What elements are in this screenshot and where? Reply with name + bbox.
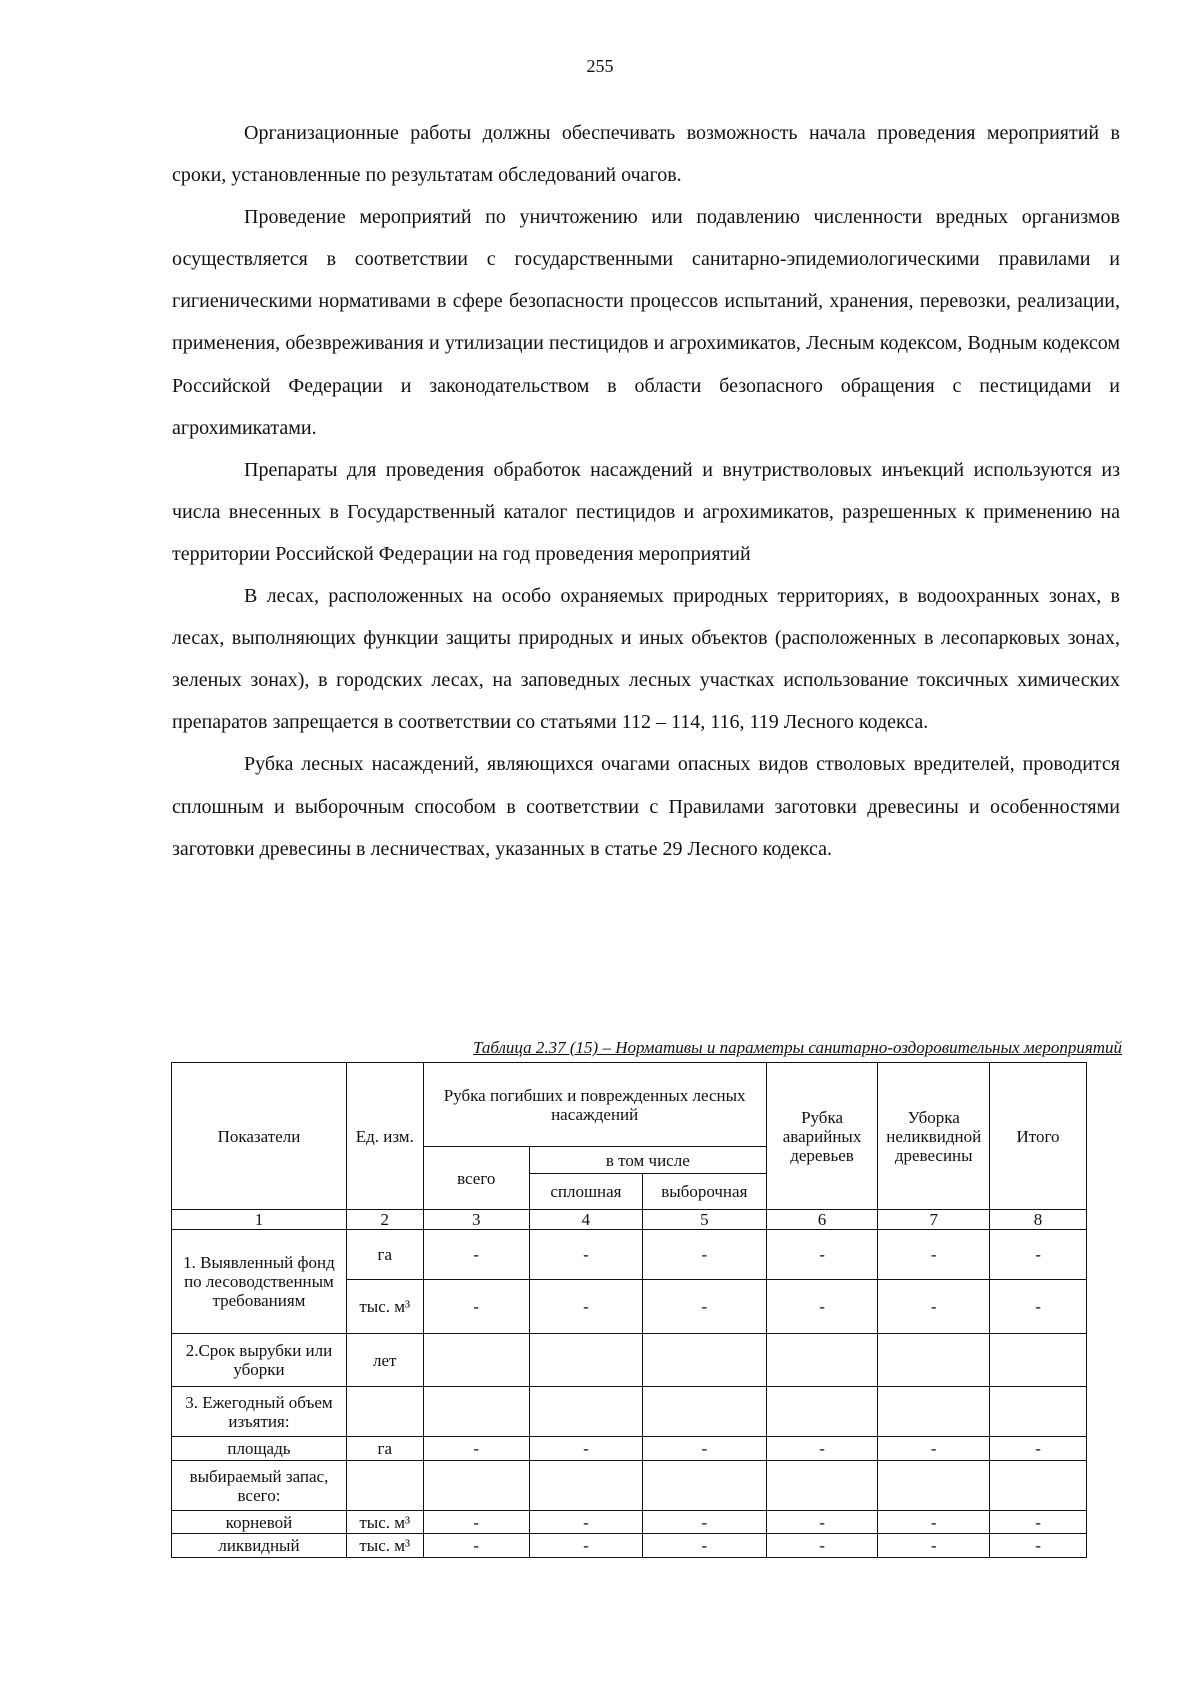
table-cell: - (529, 1280, 642, 1334)
header-including: в том числе (529, 1147, 766, 1174)
row-label-felling-period: 2.Срок вырубки или уборки (172, 1334, 347, 1387)
paragraph-organizational-works: Организационные работы должны обеспечивать возможность начала проведения мероприятий в сроки, установленные по результатам обследований очагов. (172, 122, 1120, 187)
table-cell: - (529, 1230, 642, 1280)
row-label-liquid: ликвидный (172, 1534, 347, 1558)
row-label-selected-stock: выбираемый запас, всего: (172, 1461, 347, 1511)
column-number: 2 (346, 1210, 423, 1230)
table-cell: - (423, 1534, 529, 1558)
table-row (172, 1534, 1087, 1558)
table-cell: - (990, 1511, 1087, 1534)
table-cell (766, 1461, 878, 1511)
row-label-area: площадь (172, 1437, 347, 1461)
header-indicators: Показатели (172, 1063, 347, 1210)
table-row (172, 1461, 1087, 1511)
table-cell: - (529, 1437, 642, 1461)
table-header-row (172, 1063, 1087, 1147)
header-felling-group: Рубка погибших и поврежденных лесных насаждений (423, 1063, 766, 1147)
table-cell: - (642, 1230, 766, 1280)
table-cell: - (423, 1230, 529, 1280)
table-cell (766, 1387, 878, 1437)
table-row (172, 1387, 1087, 1437)
table-cell: - (766, 1534, 878, 1558)
row-unit: тыс. м³ (346, 1280, 423, 1334)
column-number: 4 (529, 1210, 642, 1230)
table-cell (346, 1461, 423, 1511)
header-cleanup: Уборка неликвидной древесины (878, 1063, 990, 1210)
table-cell: - (529, 1534, 642, 1558)
table-cell: - (878, 1437, 990, 1461)
table-cell: - (990, 1534, 1087, 1558)
table-row (172, 1437, 1087, 1461)
column-number: 5 (642, 1210, 766, 1230)
table-cell: - (423, 1511, 529, 1534)
table-cell (990, 1387, 1087, 1437)
header-selective: выборочная (642, 1174, 766, 1210)
table-cell (642, 1387, 766, 1437)
table-cell: - (642, 1534, 766, 1558)
row-unit: лет (346, 1334, 423, 1387)
table-cell (878, 1334, 990, 1387)
table-cell: - (423, 1280, 529, 1334)
header-unit: Ед. изм. (346, 1063, 423, 1210)
table-cell: - (878, 1511, 990, 1534)
row-label-revealed-fund: 1. Выявленный фонд по лесоводственным требованиям (172, 1230, 347, 1334)
table-cell: - (990, 1230, 1087, 1280)
paragraph-protected-forests: В лесах, расположенных на особо охраняемых природных территориях, в водоохранных зонах, в лесах, выполняющих функции защиты природных и иных объектов (расположенных в лесопарковых зонах, зеленых зонах), в городских лесах, на заповедных лесных участках использование токсичных химических препаратов запрещается в соответствии со статьями 112 – 114, 116, 119 Лесного кодекса. (172, 585, 1120, 734)
table-cell (529, 1387, 642, 1437)
table-cell: - (990, 1280, 1087, 1334)
table-cell (642, 1334, 766, 1387)
header-total: Итого (990, 1063, 1087, 1210)
table-cell (423, 1334, 529, 1387)
table-cell: - (878, 1280, 990, 1334)
row-unit: га (346, 1437, 423, 1461)
table-cell (529, 1334, 642, 1387)
table-cell: - (878, 1534, 990, 1558)
table-cell (423, 1387, 529, 1437)
table-cell: - (766, 1280, 878, 1334)
header-clear: сплошная (529, 1174, 642, 1210)
norms-table (171, 1062, 1087, 1558)
column-number: 3 (423, 1210, 529, 1230)
table-cell (990, 1334, 1087, 1387)
column-number: 8 (990, 1210, 1087, 1230)
table-cell: - (642, 1280, 766, 1334)
paragraph-pest-control: Проведение мероприятий по уничтожению или подавлению численности вредных организмов осуществляется в соответствии с государственными санитарно-эпидемиологическими правилами и гигиеническими нормативами в сфере безопасности процессов испытаний, хранения, перевозки, реализации, применения, обезвреживания и утилизации пестицидов и агрохимикатов, Лесным кодексом, Водным кодексом Российской Федерации и законодательством в области безопасного обращения с пестицидами и агрохимикатами. (172, 206, 1120, 439)
table-row (172, 1511, 1087, 1534)
page-number: 255 (586, 56, 614, 76)
header-emergency-felling: Рубка аварийных деревьев (766, 1063, 878, 1210)
row-label-annual-volume: 3. Ежегодный объем изъятия: (172, 1387, 347, 1437)
column-number: 6 (766, 1210, 878, 1230)
table-caption: Таблица 2.37 (15) – Нормативы и параметры санитарно-оздоровительных мероприятий (473, 1038, 1122, 1057)
row-unit: га (346, 1230, 423, 1280)
table-cell (346, 1387, 423, 1437)
table-cell: - (766, 1437, 878, 1461)
table-cell (529, 1461, 642, 1511)
table-row (172, 1230, 1087, 1280)
row-unit: тыс. м³ (346, 1534, 423, 1558)
table-cell: - (642, 1437, 766, 1461)
table-cell: - (642, 1511, 766, 1534)
table-cell: - (529, 1511, 642, 1534)
header-total-sub: всего (423, 1147, 529, 1210)
row-unit: тыс. м³ (346, 1511, 423, 1534)
table-cell (990, 1461, 1087, 1511)
table-cell: - (766, 1230, 878, 1280)
row-label-root: корневой (172, 1511, 347, 1534)
paragraph-felling: Рубка лесных насаждений, являющихся очагами опасных видов стволовых вредителей, проводится сплошным и выборочным способом в соответствии с Правилами заготовки древесины и особенностями заготовки древесины в лесничествах, указанных в статье 29 Лесного кодекса. (172, 753, 1120, 860)
table-cell: - (990, 1437, 1087, 1461)
paragraph-preparations: Препараты для проведения обработок насаждений и внутриствoловых инъекций используются из числа внесенных в Государственный каталог пестицидов и агрохимикатов, разрешенных к применению на территории Российской Федерации на год проведения мероприятий (172, 458, 1120, 565)
body-text (172, 112, 1120, 870)
table-cell (878, 1461, 990, 1511)
table-row (172, 1334, 1087, 1387)
table-cell: - (766, 1511, 878, 1534)
table-cell (642, 1461, 766, 1511)
table-cell (423, 1461, 529, 1511)
table-cell: - (878, 1230, 990, 1280)
column-number-row (172, 1210, 1087, 1230)
table-cell: - (423, 1437, 529, 1461)
table-cell (878, 1387, 990, 1437)
table-cell (766, 1334, 878, 1387)
column-number: 7 (878, 1210, 990, 1230)
column-number: 1 (172, 1210, 347, 1230)
